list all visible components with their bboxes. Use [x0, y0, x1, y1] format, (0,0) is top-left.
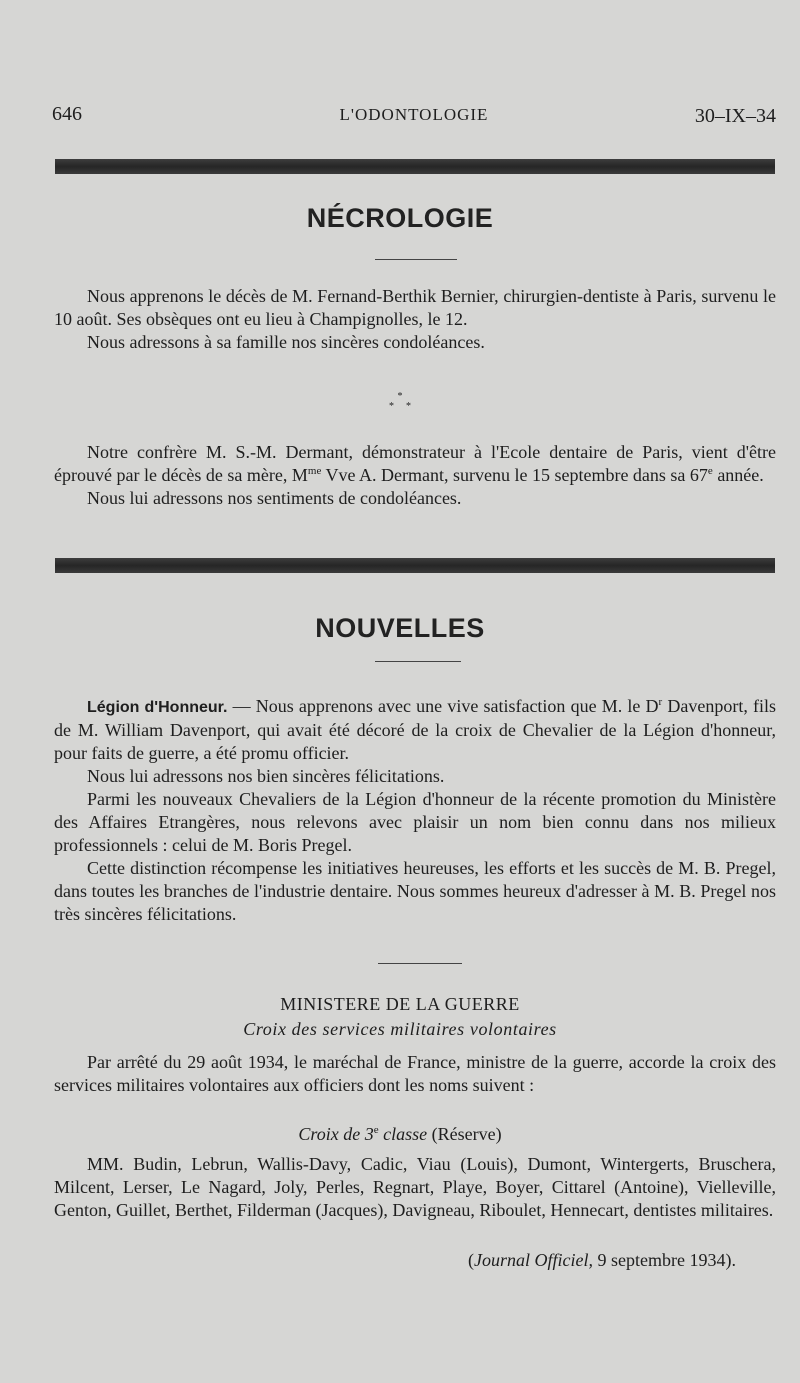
paragraph: Nous adressons à sa famille nos sincères condoléances. — [87, 332, 485, 352]
nouvelles-text — [54, 695, 776, 926]
necrologie-text-1 — [54, 285, 776, 354]
award-subheading: Croix des services militaires volontaires — [243, 1019, 557, 1039]
title-rule — [375, 259, 457, 260]
asterism-separator — [0, 392, 800, 412]
paragraph: Nous lui adressons nos sentiments de condoléances. — [87, 488, 462, 508]
paragraph: Légion d'Honneur. — Nous apprenons avec une vive satisfaction que M. le $D^r$ Davenport, fils de M. William Davenport, qui avait été décoré de la croix de Chevalier de la Légion d'honneur, pour faits de guerre, a été promu officier. — [54, 696, 777, 763]
paragraph: Par arrêté du 29 août 1934, le maréchal de France, ministre de la guerre, accorde la croix des services militaires volontaires aux officiers dont les noms suivent : — [54, 1052, 776, 1095]
section-title-necrologie: NÉCROLOGIE — [306, 203, 494, 233]
journal-title: L'ODONTOLOGIE — [339, 105, 489, 124]
ministry-heading: MINISTERE DE LA GUERRE — [280, 994, 520, 1014]
necrologie-text-2 — [54, 441, 776, 510]
class-heading: Croix de 3e classe (Réserve) — [298, 1124, 502, 1144]
paragraph: MM. Budin, Lebrun, Wallis-Davy, Cadic, Viau (Louis), Dumont, Wintergerts, Bruschera, Milcent, Lerser, Le Nagard, Joly, Perles, Regnart, Playe, Boyer, Cittarel (Antoine), Vielleville, Genton, Guillet, Berthet, Filderman (Jacques), Davigneau, Riboulet, Hennecart, dentistes militaires. — [54, 1154, 776, 1220]
paragraph: Notre confrère M. S.-M. Dermant, démonstrateur à l'Ecole dentaire de Paris, vient d'être éprouvé par le décès de sa mère, $M^{me}$ Vve A. Dermant, survenu le 15 septembre dans sa 67e année. — [54, 442, 776, 485]
page-header — [52, 103, 776, 133]
page-number: 646 — [52, 103, 82, 125]
source-citation: (Journal Officiel, 9 septembre 1934). — [468, 1250, 736, 1270]
title-rule — [375, 661, 461, 662]
decree-text — [54, 1051, 776, 1097]
section-bar — [55, 159, 775, 174]
lead-heading: Légion d'Honneur. — [87, 699, 228, 716]
names-list — [54, 1153, 776, 1222]
paragraph: Parmi les nouveaux Chevaliers de la Légion d'honneur de la récente promotion du Ministère des Affaires Etrangères, nous relevons avec plaisir un nom bien connu dans nos milieux professionnels : celui de M. Boris Pregel. — [54, 789, 776, 855]
issue-date: 30–IX–34 — [694, 105, 776, 127]
asterism-top: * — [397, 391, 403, 402]
paragraph: Cette distinction récompense les initiatives heureuses, les efforts et les succès de M. B. Pregel, dans toutes les branches de l'industrie dentaire. Nous sommes heureux d'adresser à M. B. Pregel nos très sincères félicitations. — [54, 858, 776, 924]
section-rule — [378, 963, 462, 964]
paragraph: Nous apprenons le décès de M. Fernand-Berthik Bernier, chirurgien-dentiste à Paris, survenu le 10 août. Ses obsèques ont eu lieu à Champignolles, le 12. — [54, 286, 776, 329]
paragraph: Nous lui adressons nos bien sincères félicitations. — [87, 766, 445, 786]
section-bar — [55, 558, 775, 573]
section-title-nouvelles: NOUVELLES — [315, 613, 485, 643]
asterism-bottom: ** — [389, 401, 423, 412]
